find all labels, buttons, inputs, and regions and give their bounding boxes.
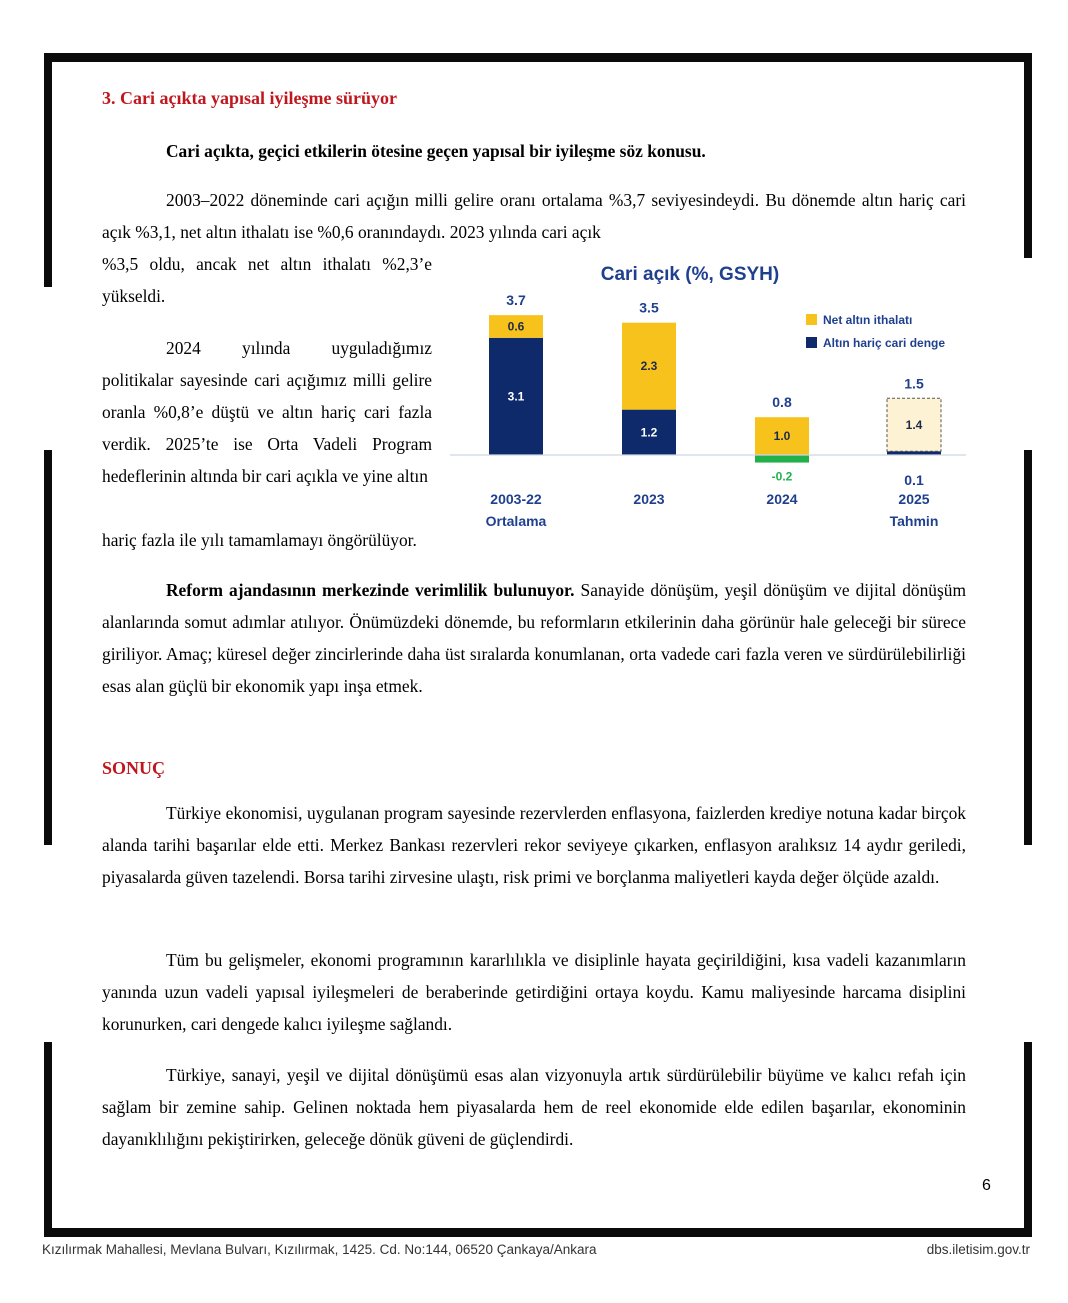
x-tick-label: 2003-22 [490, 491, 542, 507]
footer-url[interactable]: dbs.iletisim.gov.tr [926, 1242, 1030, 1257]
current-account-chart [450, 254, 970, 540]
footer-address: Kızılırmak Mahallesi, Mevlana Bulvarı, Kızılırmak, 1425. Cd. No:144, 06520 Çankaya/Ankara [42, 1242, 597, 1257]
legend-swatch-gold [806, 314, 817, 325]
legend-ex-gold: Altın hariç cari denge [823, 336, 946, 350]
bar-label-net-gold: 1.4 [905, 417, 923, 432]
frame-right-bar [1024, 53, 1032, 258]
frame-left-bar [44, 1042, 52, 1237]
bar-total-label: 1.5 [904, 375, 924, 392]
paragraph-3-bold: Reform ajandasının merkezinde verimlilik bulunuyor. [166, 580, 575, 600]
legend-net-gold: Net altın ithalatı [823, 313, 913, 327]
bar-label-net-gold: 1.0 [773, 429, 791, 444]
conclusion-paragraph-1: Türkiye ekonomisi, uygulanan program sayesinde rezervlerden enflasyona, faizlerden krediye notuna kadar birçok alanda tarihi başarılar elde etti. Merkez Bankası rezervleri rekor seviyeye çıkarken, enflasyon aralıksız 14 aydır geriledi, piyasalarda güven tazelendi. Borsa tarihi zirvesine ulaştı, risk primi ve borçlanma maliyetleri kayda değer ölçüde azaldı. [102, 803, 966, 887]
x-tick-label: Tahmin [889, 513, 939, 529]
paragraph-1-continued: %3,5 oldu, ancak net altın ithalatı %2,3’e yükseldi. [102, 254, 432, 306]
paragraph-1: 2003–2022 döneminde cari açığın milli gelire oranı ortalama %3,7 seviyesindeydi. Bu dönemde altın hariç cari açık %3,1, net altın ithalatı ise %0,6 oranındaydı. 2023 yılında cari açık [102, 190, 966, 242]
page-frame-top [44, 53, 1032, 62]
bar-ex-gold-negative [755, 455, 809, 463]
frame-left-bar [44, 53, 52, 287]
section-heading: 3. Cari açıkta yapısal iyileşme sürüyor [102, 88, 397, 108]
x-tick-label: 2024 [766, 491, 798, 507]
conclusion-paragraph-3: Türkiye, sanayi, yeşil ve dijital dönüşümü esas alan vizyonuyla artık sürdürülebilir büyüme ve kalıcı refah için sağlam bir zemine sahip. Gelinen noktada hem piyasalarda hem de reel ekonomide elde edilen başarılar, ekonominin dayanıklılığını pekiştirirken, geleceğe dönük güveni de güçlendirdi. [102, 1065, 966, 1149]
chart-title: Cari açık (%, GSYH) [600, 264, 780, 285]
frame-left-bar [44, 450, 52, 845]
bar-label-ex-gold: 3.1 [507, 389, 525, 404]
conclusion-heading: SONUÇ [102, 758, 166, 778]
lead-sentence: Cari açıkta, geçici etkilerin ötesine geçen yapısal bir iyileşme söz konusu. [166, 141, 706, 161]
frame-right-bar [1024, 450, 1032, 845]
page-frame-bottom [44, 1228, 1032, 1237]
paragraph-2: 2024 yılında uyguladığımız politikalar sayesinde cari açığımız milli gelire oranla %0,8’e düştü ve altın hariç cari fazla verdik. 2025’te ise Orta Vadeli Program hedeflerinin altında bir cari açıkla ve yine altın [102, 338, 432, 486]
x-tick-label: Ortalama [485, 513, 547, 529]
bar-total-label: 0.8 [772, 394, 792, 411]
bar-label-net-gold: 2.3 [640, 359, 658, 374]
bar-label-net-gold: 0.6 [507, 319, 525, 334]
paragraph-2-end: hariç fazla ile yılı tamamlamayı öngörülüyor. [102, 530, 417, 550]
bar-total-label: 3.5 [639, 299, 659, 316]
x-tick-label: 2023 [633, 491, 665, 507]
x-tick-label: 2025 [898, 491, 930, 507]
page-number: 6 [982, 1177, 991, 1194]
bar-label-ex-gold: 1.2 [640, 425, 658, 440]
bar-label-ex-gold: -0.2 [771, 469, 793, 484]
frame-right-bar [1024, 1042, 1032, 1237]
paragraph-3-rest: Sanayide dönüşüm, yeşil dönüşüm ve dijital dönüşüm alanlarında somut adımlar atılıyor. Önümüzdeki dönemde, bu reformların etkilerinin daha görünür hale geleceği bir sürece giriliyor. Amaç; küresel değer zincirlerinde daha üst sıralarda konumlanan, orta vadede cari fazla veren ve sürdürülebilirliği esas alan güçlü bir ekonomik yapı inşa etmek. [102, 580, 966, 696]
legend-swatch-navy [806, 337, 817, 348]
paragraph-3 [102, 574, 966, 702]
bar-total-label: 3.7 [506, 292, 526, 309]
conclusion-paragraph-2: Tüm bu gelişmeler, ekonomi programının kararlılıkla ve disiplinle hayata geçirildiğini, kısa vadeli kazanımların yanında uzun vadeli yapısal iyileşmeleri de beraberinde getirdiğini ortaya koydu. Kamu maliyesinde harcama disiplini korunurken, cari dengede kalıcı iyileşme sağlandı. [102, 950, 966, 1034]
bar-label-ex-gold-forecast: 0.1 [904, 472, 924, 488]
